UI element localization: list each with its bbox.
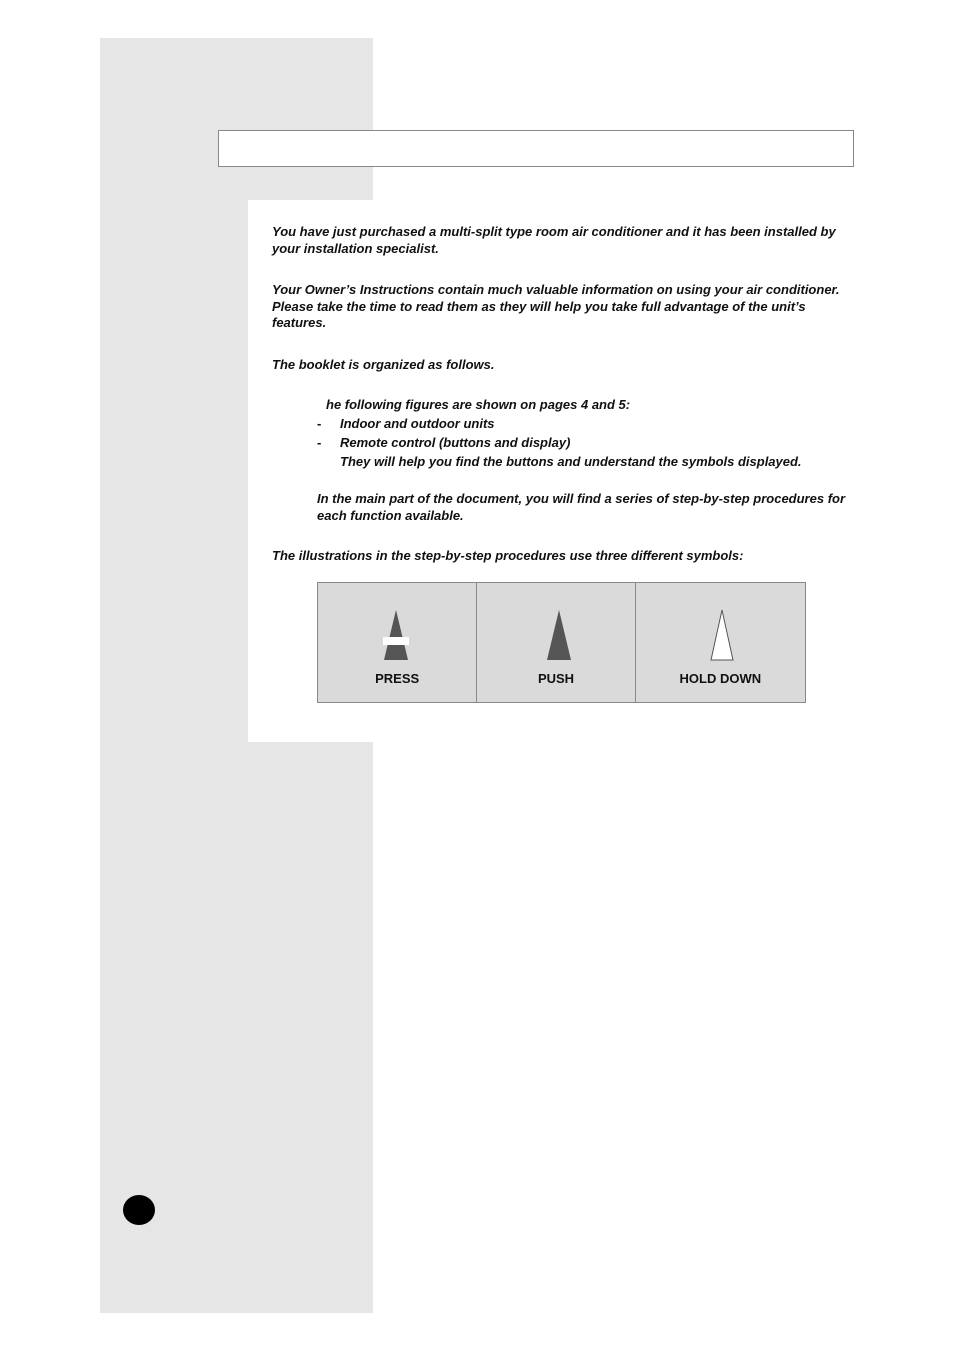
illustrations-paragraph: The illustrations in the step-by-step procedures use three different symbols: <box>272 548 744 563</box>
symbols-table <box>317 582 806 703</box>
hold-down-arrow-icon <box>709 609 735 661</box>
list-dash: - <box>317 435 322 450</box>
page-number-dot <box>123 1195 155 1225</box>
symbol-label: PRESS <box>375 671 420 686</box>
list-dash: - <box>317 416 322 431</box>
symbol-label: PUSH <box>537 671 575 686</box>
instructions-paragraph: Your Owner’s Instructions contain much valuable information on using your air conditioner. Please take the time to read them as they will help you take full advantage of the unit’s features. <box>272 282 840 330</box>
symbol-cell-press <box>318 583 476 702</box>
list-item-text: Indoor and outdoor units <box>340 416 495 431</box>
symbol-cell-hold-down <box>635 583 805 702</box>
symbol-label: HOLD DOWN <box>679 671 762 686</box>
organized-paragraph: The booklet is organized as follows. <box>272 357 495 372</box>
intro-paragraph: You have just purchased a multi-split type room air conditioner and it has been installed by your installation specialist. <box>272 224 836 256</box>
list-item-text: They will help you find the buttons and understand the symbols displayed. <box>340 454 802 469</box>
symbol-cell-push <box>476 583 634 702</box>
title-box <box>218 130 854 167</box>
figures-paragraph: he following figures are shown on pages 4 and 5: <box>326 397 631 412</box>
main-part-paragraph: In the main part of the document, you will find a series of step-by-step procedures for each function available. <box>317 491 846 523</box>
list-item-text: Remote control (buttons and display) <box>340 435 571 450</box>
push-arrow-icon <box>546 609 572 661</box>
press-arrow-icon <box>383 609 409 661</box>
